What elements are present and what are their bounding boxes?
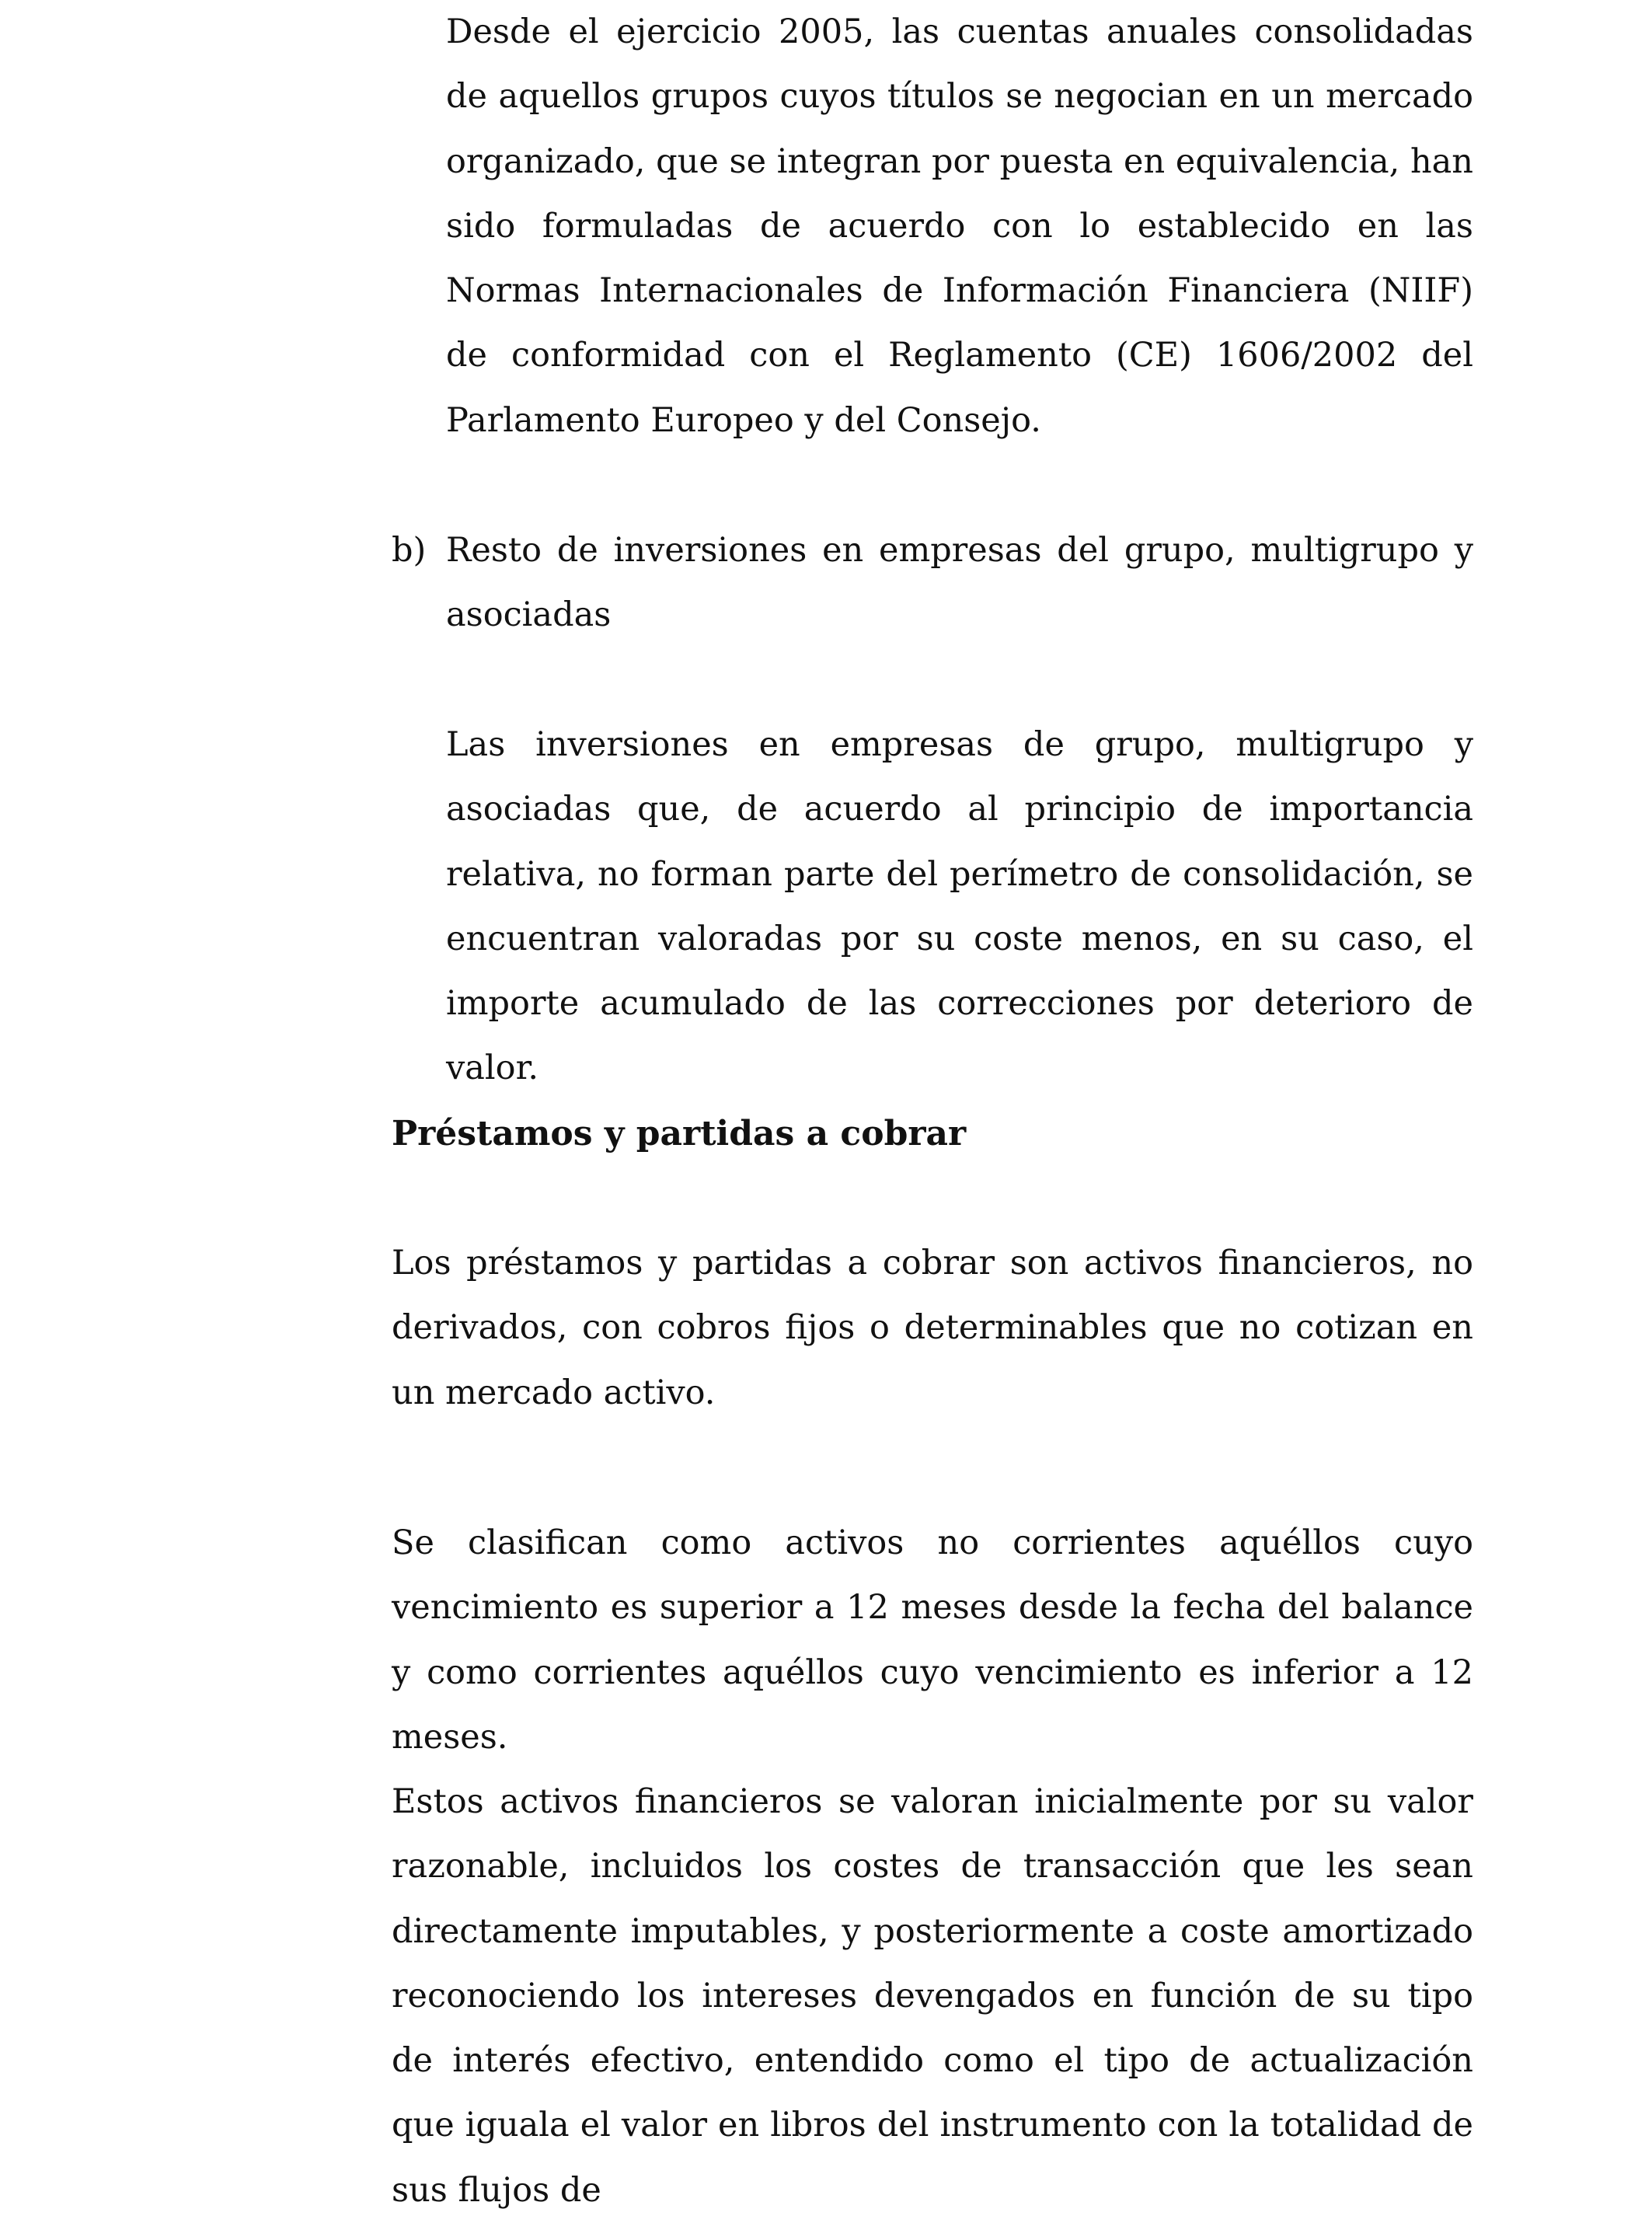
list-item-b-title: Resto de inversiones en empresas del grupo, multigrupo y asociadas bbox=[446, 531, 1473, 635]
paragraph-other-investments: Las inversiones en empresas de grupo, multigrupo y asociadas que, de acuerdo al principio de importancia relativa, no forman parte del perímetro de consolidación, se encuentran valoradas por su coste menos, en su caso, el importe acumulado de las correcciones por deterioro de valor. bbox=[446, 725, 1473, 1088]
paragraph-classification: Se clasifican como activos no corrientes aquéllos cuyo vencimiento es superior a 12 meses desde la fecha del balance y como corrientes aquéllos cuyo vencimiento es inferior a 12 meses. bbox=[392, 1523, 1473, 1757]
section-heading: Préstamos y partidas a cobrar bbox=[392, 1114, 967, 1153]
list-marker-b: b) bbox=[392, 531, 427, 570]
paragraph-loans-definition: Los préstamos y partidas a cobrar son activos financieros, no derivados, con cobros fijos o determinables que no cotizan en un mercado activo. bbox=[392, 1244, 1473, 1412]
paragraph-consolidated-accounts: Desde el ejercicio 2005, las cuentas anuales consolidadas de aquellos grupos cuyos títulos se negocian en un mercado organizado, que se integran por puesta en equivalencia, han sido formuladas de acuerdo con lo establecido en las Normas Internacionales de Información Financiera (NIIF) de conformidad con el Reglamento (CE) 1606/2002 del Parlamento Europeo y del Consejo. bbox=[446, 12, 1473, 440]
paragraph-valuation: Estos activos financieros se valoran inicialmente por su valor razonable, incluidos los costes de transacción que les sean directamente imputables, y posteriormente a coste amortizado reconociendo los intereses devengados en función de su tipo de interés efectivo, entendido como el tipo de actualización que iguala el valor en libros del instrumento con la totalidad de sus flujos de bbox=[392, 1782, 1473, 2210]
